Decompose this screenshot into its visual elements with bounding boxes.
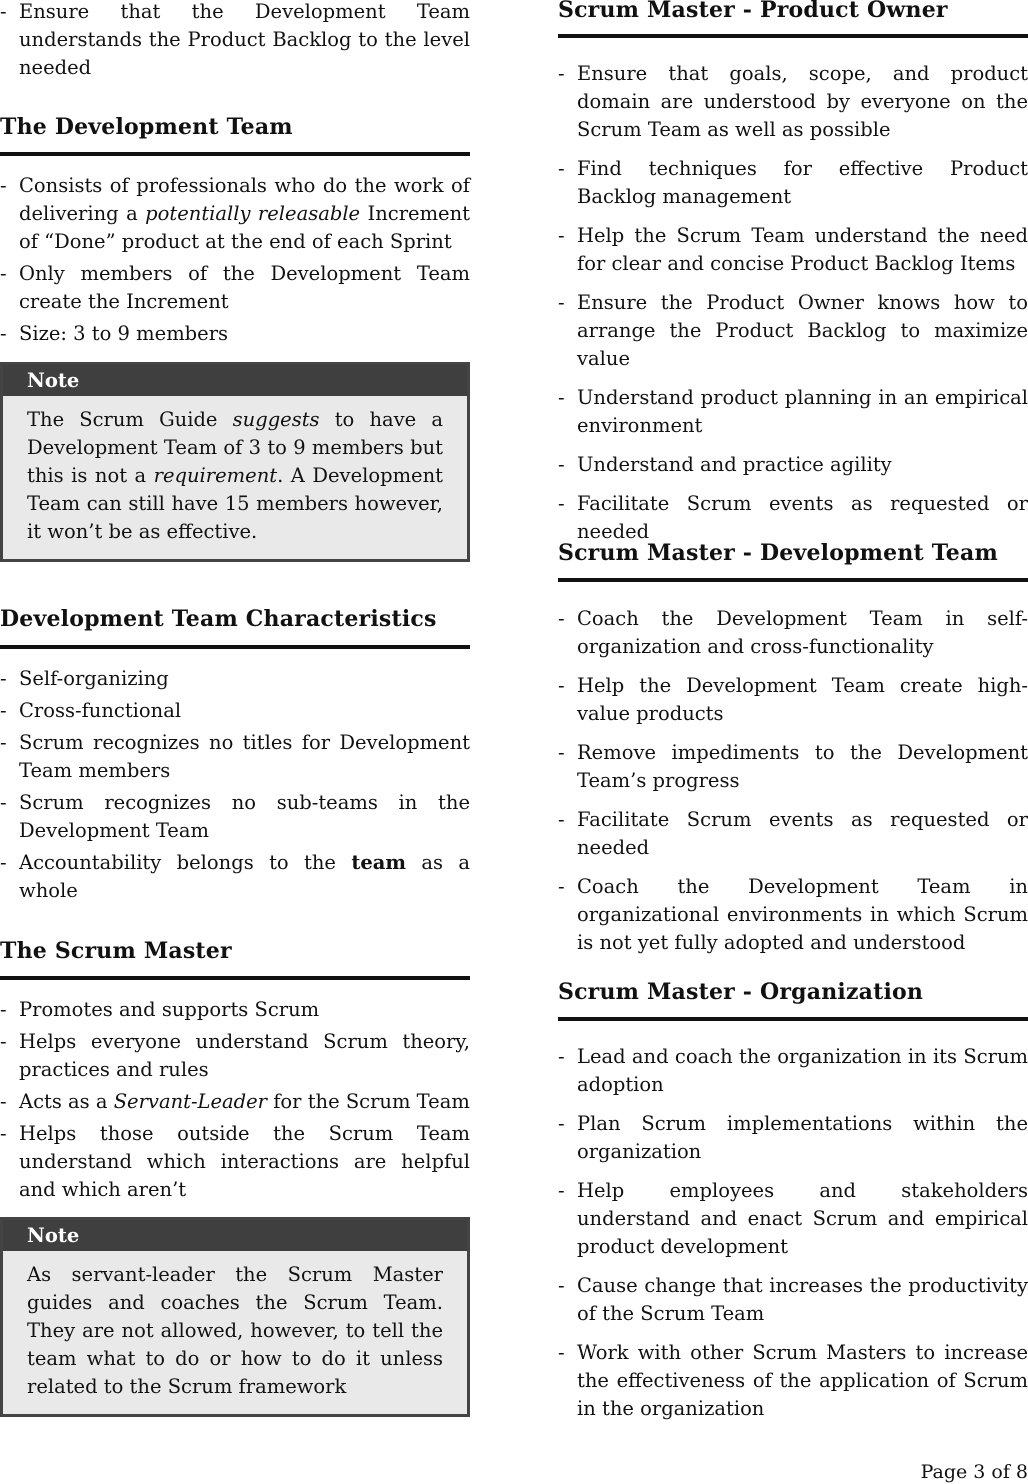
list-item: - Ensure that goals, scope, and product domain are understood by everyone on the Scrum Team as well as possible — [558, 60, 1028, 144]
section-rule — [558, 34, 1028, 38]
sm-org-list — [558, 1043, 1028, 1434]
section-rule — [0, 976, 470, 980]
section-rule — [558, 1017, 1028, 1021]
note-text: The Scrum Guide suggests to have a Development Team of 3 to 9 members but this is not a requirement. A Development Team can still have 15 members however, it won’t be as effective. — [27, 408, 443, 543]
note-label: Note — [3, 365, 467, 396]
list-item: - Helps those outside the Scrum Team understand which interactions are helpful and which aren’t — [0, 1120, 470, 1204]
page-number: Page 3 of 8 — [920, 1461, 1028, 1483]
list-item: - Coach the Development Team in self-organization and cross-functionality — [558, 605, 1028, 661]
list-item: - Scrum recognizes no sub-teams in the Development Team — [0, 789, 470, 845]
note-label: Note — [3, 1220, 467, 1251]
list-item: - Promotes and supports Scrum — [0, 996, 470, 1024]
list-item: - Work with other Scrum Masters to increase the effectiveness of the application of Scrum in the organization — [558, 1339, 1028, 1423]
list-item: - Cross-functional — [0, 697, 470, 725]
list-item: - Remove impediments to the Development Team’s progress — [558, 739, 1028, 795]
list-item: - Self-organizing — [0, 665, 470, 693]
list-item: - Facilitate Scrum events as requested or needed — [558, 806, 1028, 862]
note-text: As servant-leader the Scrum Master guides and coaches the Scrum Team. They are not allowed, however, to tell the team what to do or how to do it unless related to the Scrum framework — [27, 1263, 443, 1398]
list-item: - Accountability belongs to the team as a whole — [0, 849, 470, 905]
list-item: - Coach the Development Team in organizational environments in which Scrum is not yet fully adopted and understood — [558, 873, 1028, 957]
list-item: - Helps everyone understand Scrum theory, practices and rules — [0, 1028, 470, 1084]
characteristics-list — [0, 665, 470, 909]
dev-team-list — [0, 172, 470, 352]
scrum-master-list — [0, 996, 470, 1208]
intro-list — [0, 0, 470, 86]
list-item: - Ensure the Product Owner knows how to arrange the Product Backlog to maximize value — [558, 289, 1028, 373]
list-item: - Find techniques for effective Product Backlog management — [558, 155, 1028, 211]
list-item: - Only members of the Development Team create the Increment — [0, 260, 470, 316]
list-item: - Help employees and stakeholders understand and enact Scrum and empirical product development — [558, 1177, 1028, 1261]
list-item: - Facilitate Scrum events as requested or needed — [558, 490, 1028, 546]
list-item: - Understand product planning in an empirical environment — [558, 384, 1028, 440]
list-item: - Scrum recognizes no titles for Development Team members — [0, 729, 470, 785]
section-title-sm-dt: Scrum Master - Development Team — [558, 540, 998, 566]
section-title-sm-po: Scrum Master - Product Owner — [558, 0, 948, 23]
list-item: - Plan Scrum implementations within the organization — [558, 1110, 1028, 1166]
section-title-characteristics: Development Team Characteristics — [0, 606, 437, 632]
sm-dt-list — [558, 605, 1028, 968]
section-rule — [0, 152, 470, 156]
note-box-dev-team-size — [0, 362, 470, 562]
list-item: - Size: 3 to 9 members — [0, 320, 470, 348]
list-item: - Help the Development Team create high-value products — [558, 672, 1028, 728]
list-item: - Help the Scrum Team understand the need for clear and concise Product Backlog Items — [558, 222, 1028, 278]
list-item: - Acts as a Servant-Leader for the Scrum Team — [0, 1088, 470, 1116]
list-item: - Cause change that increases the productivity of the Scrum Team — [558, 1272, 1028, 1328]
sm-po-list — [558, 60, 1028, 557]
list-item: - Ensure that the Development Team understands the Product Backlog to the level needed — [0, 0, 470, 82]
section-title-dev-team: The Development Team — [0, 114, 293, 140]
section-rule — [558, 578, 1028, 582]
section-rule — [0, 645, 470, 649]
note-box-servant-leader — [0, 1217, 470, 1417]
list-item: - Consists of professionals who do the work of delivering a potentially releasable Increment of “Done” product at the end of each Sprint — [0, 172, 470, 256]
section-title-scrum-master: The Scrum Master — [0, 938, 232, 964]
list-item: - Lead and coach the organization in its Scrum adoption — [558, 1043, 1028, 1099]
list-item: - Understand and practice agility — [558, 451, 1028, 479]
section-title-sm-org: Scrum Master - Organization — [558, 979, 924, 1005]
